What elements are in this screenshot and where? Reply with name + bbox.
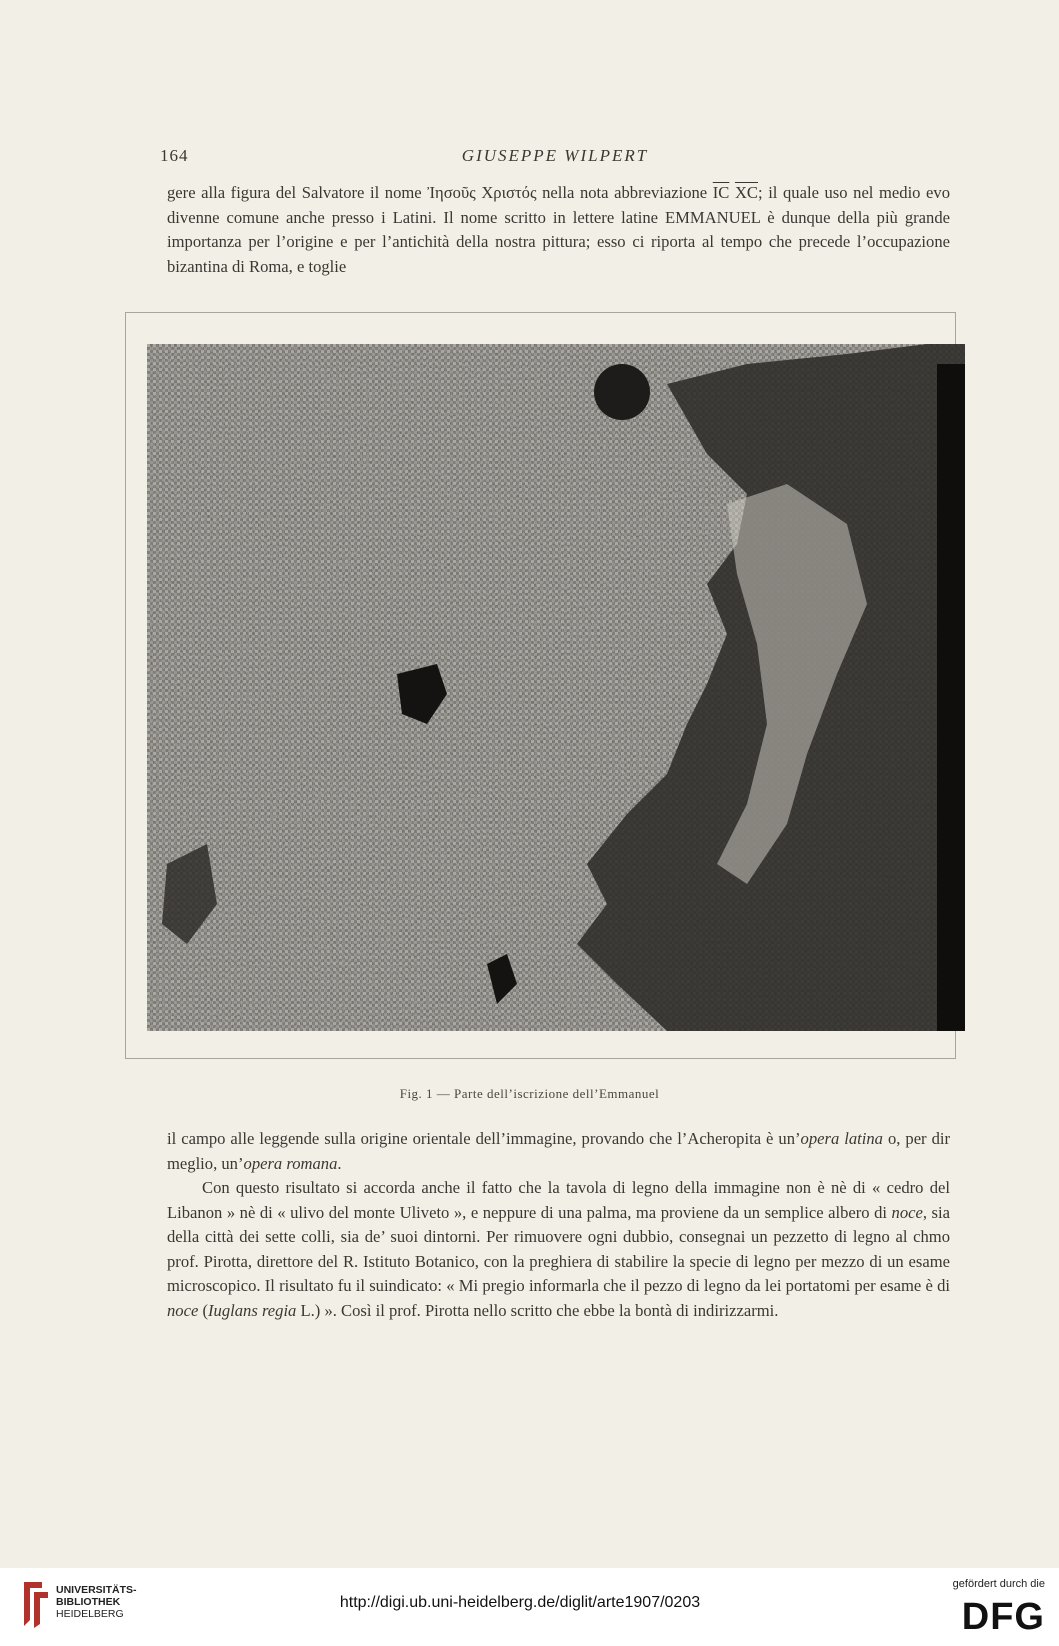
abbreviation-ic: $\overline{IC}$ <box>712 183 730 202</box>
figure-photograph <box>147 344 965 1031</box>
text-run: , sia della città dei sette colli, sia de’ suoi dintorni. Per rimuovere ogni dubbio, consegnai un pezzetto di legno al chmo prof. Pirotta, direttore del R. Istituto Botanico, con la preghiera di stabilire la specie di legno per mezzo di un esame microscopico. Il risultato fu il suindicato: « Mi pregio informarla che il pezzo di legno da lei portatomi per esame è di <box>167 1202 950 1295</box>
text-run: o, per dir meglio, un’ <box>167 1129 951 1173</box>
text-run: il campo alle leggende sulla origine orientale dell’immagine, provando che l’Acheropita è un’ <box>167 1129 801 1148</box>
text-run: ; il quale uso nel medio evo divenne comune anche presso i Latini. Il nome scritto in lettere latine EMMANUEL è dunque della più grande importanza per l’origine e per l’antichità della nostra pittura; esso ci riporta al tempo che precede l’occupazione bizantina di Roma, e toglie <box>167 183 951 276</box>
italic-term: noce <box>891 1202 923 1222</box>
permalink-url[interactable]: http://digi.ub.uni-heidelberg.de/diglit/arte1907/0203 <box>339 1594 701 1611</box>
paragraph <box>167 181 950 279</box>
text-run: L.) ». Così il prof. Pirotta nello scritto che ebbe la bontà di indirizzarmi. <box>296 1300 779 1320</box>
bottom-text <box>167 1127 950 1323</box>
text-run: Con questo risultato si accorda anche il fatto che la tavola di legno della immagine non è nè di « cedro del Libanon » nè di « ulivo del monte Uliveto », e neppure di una palma, ma proviene da un semplice albero di <box>167 1178 950 1222</box>
library-logo[interactable] <box>20 1580 140 1638</box>
paragraph <box>167 1176 950 1323</box>
italic-term: opera romana <box>243 1153 338 1173</box>
library-line: BIBLIOTHEK <box>56 1596 121 1608</box>
dfg-logo[interactable]: DFG <box>961 1596 1045 1638</box>
text-run: ( <box>198 1300 209 1320</box>
library-mark-icon <box>20 1580 50 1628</box>
italic-term: Iuglans regia <box>208 1300 297 1320</box>
italic-term: noce <box>167 1300 199 1320</box>
text-run: gere alla figura del Salvatore il nome <box>167 183 428 202</box>
paragraph <box>167 1127 950 1176</box>
running-head: GIUSEPPE WILPERT <box>461 146 649 165</box>
greek-name: Ἰησοῦς Χριστός <box>427 183 537 202</box>
italic-term: opera latina <box>800 1129 883 1148</box>
top-paragraph <box>167 181 950 279</box>
library-name <box>56 1584 137 1620</box>
funding-note: gefördert durch die <box>952 1578 1045 1590</box>
page-number: 164 <box>160 146 189 165</box>
text-run: . <box>337 1153 342 1173</box>
figure-caption: Fig. 1 — Parte dell’iscrizione dell’Emmanuel <box>399 1086 660 1101</box>
text-run: nella nota abbreviazione <box>536 183 713 202</box>
footer-bar <box>0 1568 1059 1646</box>
library-line: HEIDELBERG <box>56 1608 124 1620</box>
abbreviation-xc: $\overline{XC}$ <box>734 183 758 202</box>
library-line: UNIVERSITÄTS- <box>56 1584 137 1596</box>
page-header <box>160 146 950 170</box>
